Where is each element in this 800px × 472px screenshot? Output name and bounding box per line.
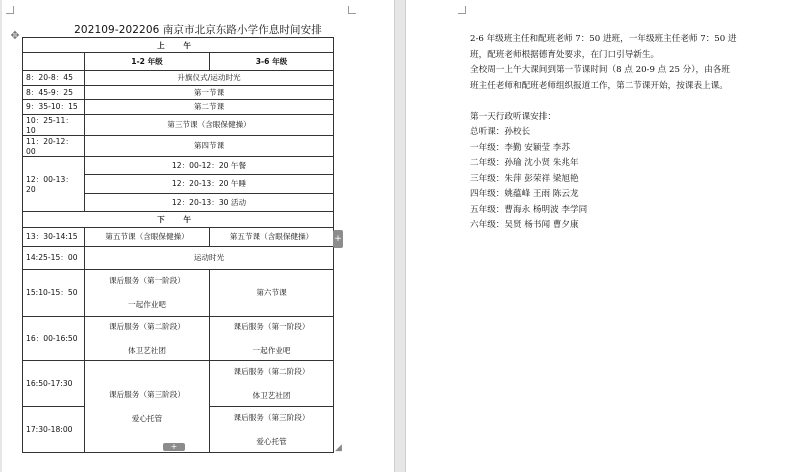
listen-line[interactable]: 三年级：朱萍 彭荣祥 梁旭艳 <box>470 173 579 184</box>
time-cell[interactable]: 8：45-9：25 <box>23 85 85 100</box>
activity-line: 课后服务（第二阶段） <box>109 321 185 331</box>
blank-line <box>470 94 790 110</box>
activity-cell[interactable] <box>85 269 210 316</box>
activity-cell[interactable]: 第二节课 <box>85 100 334 115</box>
activity-line: 体卫艺社团 <box>128 345 166 355</box>
table-resize-icon[interactable]: ◢ <box>335 443 342 453</box>
page-corner-mark <box>6 6 14 14</box>
activity-line: 课后服务（第一阶段） <box>109 276 185 285</box>
time-cell[interactable]: 11：20-12：00 <box>23 135 85 156</box>
activity-cell[interactable] <box>85 316 210 360</box>
activity-cell[interactable]: 12：20-13：20 午睡 <box>85 175 334 194</box>
time-cell[interactable]: 16:50-17:30 <box>23 360 85 406</box>
time-cell[interactable]: 8：20-8：45 <box>23 71 85 86</box>
activity-cell[interactable]: 第六节课 <box>210 269 334 316</box>
activity-cell[interactable]: 第五节课（含眼保健操） <box>85 227 210 246</box>
activity-line: 课后服务（第三阶段） <box>233 412 310 422</box>
activity-cell[interactable]: 运动时光 <box>85 246 334 269</box>
header-grade-1-2[interactable]: 1-2 年级 <box>85 53 210 71</box>
activity-line: 体卫艺社团 <box>252 390 291 400</box>
page-corner-mark <box>458 6 466 14</box>
afternoon-header[interactable]: 下 午 <box>23 212 334 228</box>
time-cell[interactable]: 16：00-16:50 <box>23 316 85 360</box>
activity-cell[interactable]: 第三节课（含眼保健操） <box>85 114 334 135</box>
activity-cell[interactable]: 第四节课 <box>85 135 334 156</box>
activity-line: 课后服务（第一阶段） <box>233 321 310 331</box>
listen-line[interactable]: 六年级：吴贤 杨书闻 曹夕康 <box>470 220 579 230</box>
header-grade-3-6[interactable]: 3-6 年级 <box>210 53 334 71</box>
body-line[interactable]: 2-6 年级班主任和配班老师 7：50 进班，一年级班主任老师 7：50 进 <box>470 34 737 44</box>
activity-line: 课后服务（第三阶段） <box>109 389 185 399</box>
section-heading[interactable]: 第一天行政听课安排： <box>470 111 556 122</box>
activity-line: 课后服务（第二阶段） <box>233 366 310 376</box>
time-cell[interactable]: 15:10-15：50 <box>23 269 85 316</box>
document-title[interactable]: 202109-202206 南京市北京东路小学作息时间安排 <box>74 24 322 36</box>
time-cell[interactable]: 9：35-10：15 <box>23 100 85 115</box>
right-page-body[interactable] <box>470 32 790 234</box>
morning-header[interactable]: 上 午 <box>23 38 334 53</box>
activity-cell[interactable]: 12：20-13：30 活动 <box>85 193 334 212</box>
activity-line: 爱心托管 <box>256 436 287 446</box>
time-cell[interactable]: 17:30-18:00 <box>23 406 85 452</box>
schedule-table[interactable] <box>22 37 334 453</box>
page-corner-mark <box>348 6 356 14</box>
activity-line: 爱心托管 <box>131 413 163 423</box>
time-cell[interactable]: 12：00-13：20 <box>23 156 85 212</box>
page-edge <box>394 0 395 472</box>
body-line[interactable]: 班主任老师和配班老师组织报道工作，第二节课开始，按课表上课。 <box>470 80 728 91</box>
activity-line: 一起作业吧 <box>252 345 291 355</box>
listen-line[interactable]: 五年级：曹海永 杨明波 李学同 <box>470 204 588 215</box>
header-blank-cell[interactable] <box>23 53 85 71</box>
listen-line[interactable]: 四年级：姚蕴峰 王雨 陈云龙 <box>470 189 579 199</box>
add-column-icon[interactable]: + <box>333 230 343 248</box>
activity-cell[interactable]: 第一节课 <box>85 85 334 100</box>
listen-line[interactable]: 总听课：孙校长 <box>470 127 531 137</box>
activity-cell[interactable] <box>210 406 334 452</box>
activity-cell[interactable] <box>210 360 334 406</box>
add-row-icon[interactable]: + <box>163 443 185 451</box>
activity-line: 一起作业吧 <box>128 300 166 309</box>
activity-cell[interactable] <box>210 316 334 360</box>
activity-cell[interactable]: 12：00-12：20 午餐 <box>85 156 334 175</box>
activity-cell[interactable]: 第五节课（含眼保健操） <box>210 227 334 246</box>
time-cell[interactable]: 13：30-14:15 <box>23 227 85 246</box>
time-cell[interactable]: 14:25-15：00 <box>23 246 85 269</box>
listen-line[interactable]: 二年级：孙瑜 沈小贤 朱兆年 <box>470 158 579 168</box>
table-move-icon[interactable]: ✥ <box>10 29 20 42</box>
activity-cell[interactable] <box>85 360 210 452</box>
activity-cell[interactable]: 升旗仪式/运动时光 <box>85 71 334 86</box>
body-line[interactable]: 班，配班老师根据德育处要求，在门口引导新生。 <box>470 49 660 60</box>
body-line[interactable]: 全校周一上午大课间到第一节课时间（8 点 20-9 点 25 分），由各班 <box>470 65 730 75</box>
time-cell[interactable]: 10：25-11：10 <box>23 114 85 135</box>
listen-line[interactable]: 一年级：李勤 安颖莹 李苏 <box>470 142 570 153</box>
